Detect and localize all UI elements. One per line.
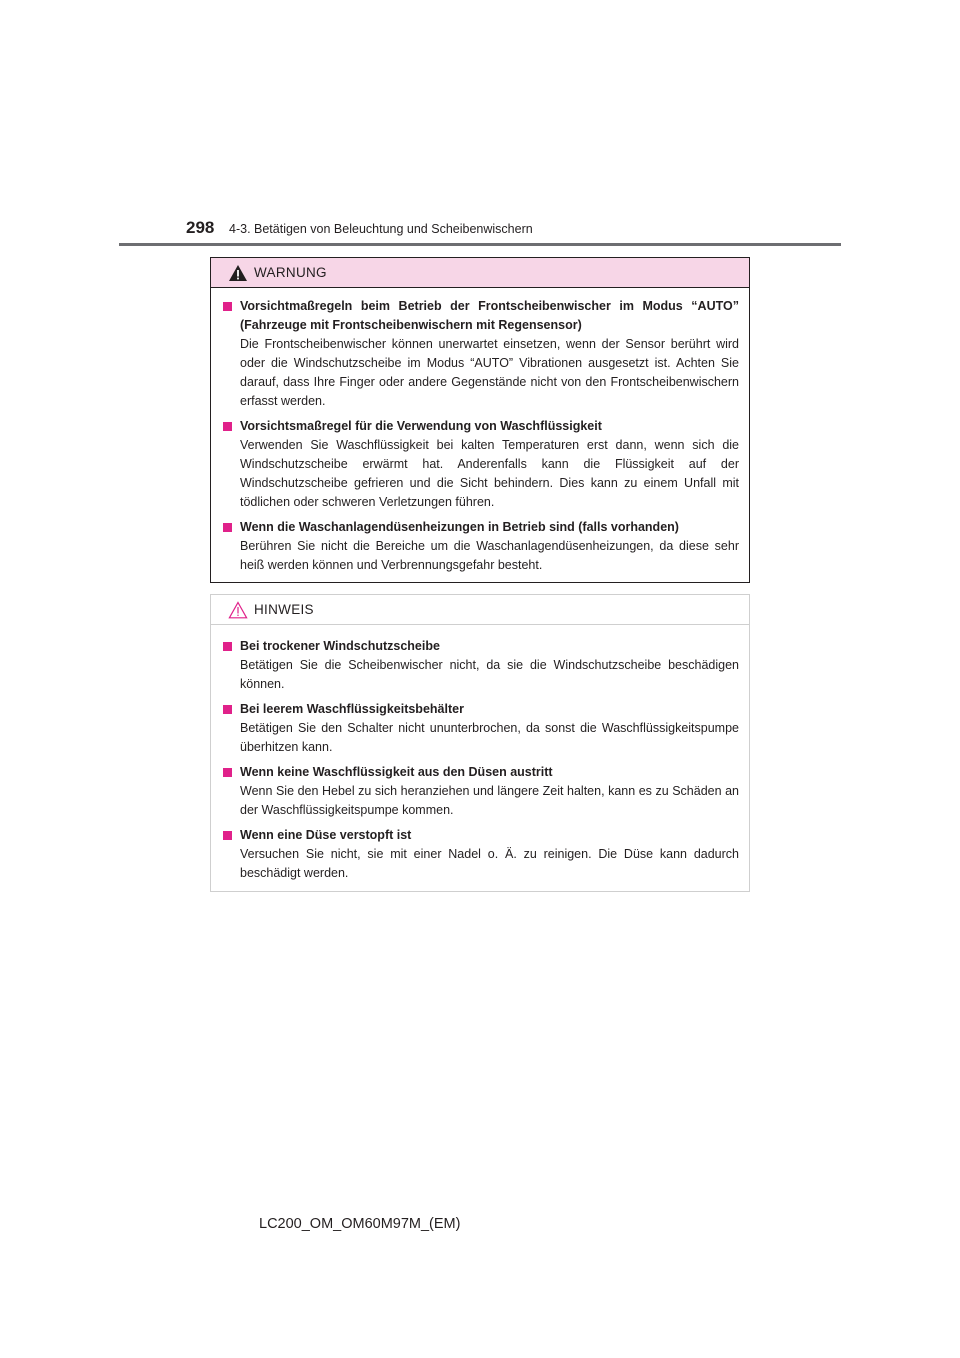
notice-item-title: Wenn eine Düse verstopft ist xyxy=(240,828,412,842)
warning-item-text: Die Frontscheibenwischer können unerwartet einsetzen, wenn der Sensor berührt wird oder die Windschutzscheibe im Modus “AUTO” Vibrationen ausgesetzt ist. Achten Sie darauf, dass Ihre Finger oder andere Gegenstände nicht von den Frontscheibenwischern erfasst werden. xyxy=(240,337,739,408)
notice-label: HINWEIS xyxy=(254,602,314,617)
page-number: 298 xyxy=(186,218,215,237)
warning-triangle-icon xyxy=(228,264,248,282)
warning-item xyxy=(221,518,739,575)
bullet-square-icon xyxy=(223,523,232,532)
notice-item xyxy=(221,700,739,757)
notice-item-title: Bei leerem Waschflüssigkeitsbehälter xyxy=(240,702,464,716)
bullet-square-icon xyxy=(223,768,232,777)
warning-item-title: Vorsichtmaßregeln beim Betrieb der Frontscheibenwischer im Modus “AUTO” (Fahrzeuge mit Frontscheibenwischern mit Regensensor) xyxy=(240,299,739,332)
notice-item xyxy=(221,637,739,694)
warning-item xyxy=(221,297,739,411)
notice-item xyxy=(221,763,739,820)
caution-triangle-outline-icon xyxy=(228,601,248,619)
notice-header xyxy=(211,595,749,625)
warning-header xyxy=(211,258,749,288)
bullet-square-icon xyxy=(223,422,232,431)
notice-box xyxy=(210,594,750,892)
bullet-square-icon xyxy=(223,642,232,651)
warning-item-title: Wenn die Waschanlagendüsenheizungen in Betrieb sind (falls vorhanden) xyxy=(240,520,679,534)
warning-item-text: Verwenden Sie Waschflüssigkeit bei kalten Temperaturen erst dann, wenn sich die Windschutzscheibe erwärmt hat. Anderenfalls kann die Flüssigkeit auf der Windschutzscheibe gefrieren und die Sicht behindern. Dies kann zu einem Unfall mit tödlichen oder schweren Verletzungen führen. xyxy=(240,438,739,509)
notice-item-text: Versuchen Sie nicht, sie mit einer Nadel o. Ä. zu reinigen. Die Düse kann dadurch beschädigt werden. xyxy=(240,847,739,880)
notice-item-text: Betätigen Sie den Schalter nicht ununterbrochen, da sonst die Waschflüssigkeitspumpe überhitzen kann. xyxy=(240,721,739,754)
section-title: 4-3. Betätigen von Beleuchtung und Scheibenwischern xyxy=(229,222,533,236)
warning-item-text: Berühren Sie nicht die Bereiche um die Waschanlagendüsenheizungen, da diese sehr heiß werden können und Verbrennungsgefahr besteht. xyxy=(240,539,739,572)
warning-item-title: Vorsichtsmaßregel für die Verwendung von Waschflüssigkeit xyxy=(240,419,602,433)
bullet-square-icon xyxy=(223,302,232,311)
notice-item-text: Betätigen Sie die Scheibenwischer nicht, da sie die Windschutzscheibe beschädigen können. xyxy=(240,658,739,691)
notice-item-text: Wenn Sie den Hebel zu sich heranziehen und längere Zeit halten, kann es zu Schäden an der Waschflüssigkeitspumpe kommen. xyxy=(240,784,739,817)
header-rule xyxy=(119,243,841,246)
warning-box xyxy=(210,257,750,583)
notice-item-title: Wenn keine Waschflüssigkeit aus den Düsen austritt xyxy=(240,765,553,779)
notice-item xyxy=(221,826,739,883)
bullet-square-icon xyxy=(223,831,232,840)
bullet-square-icon xyxy=(223,705,232,714)
warning-item xyxy=(221,417,739,512)
footer-code: LC200_OM_OM60M97M_(EM) xyxy=(259,1216,461,1232)
warning-label: WARNUNG xyxy=(254,265,327,280)
notice-item-title: Bei trockener Windschutzscheibe xyxy=(240,639,440,653)
